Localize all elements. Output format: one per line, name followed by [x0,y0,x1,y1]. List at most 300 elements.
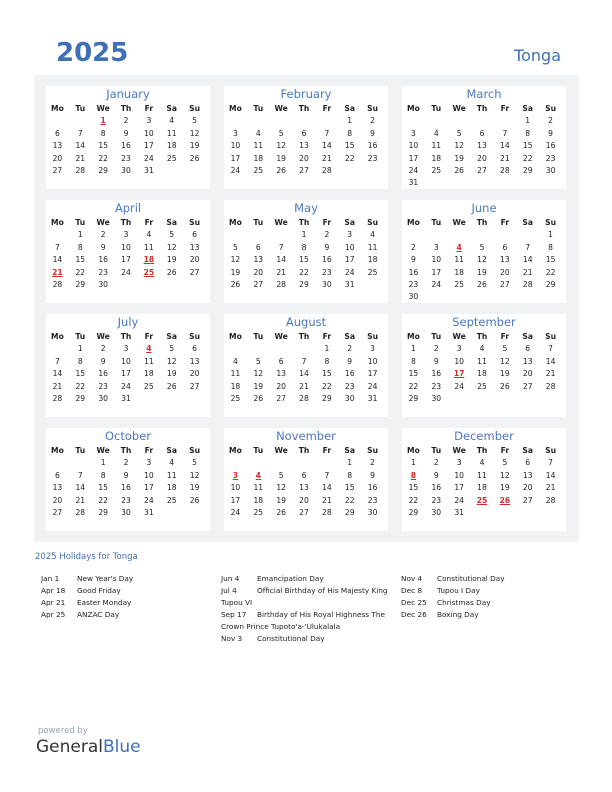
month-name: June [471,201,497,215]
day-cell: 14 [545,470,556,480]
weekday-header: We [274,446,288,455]
day-cell: 26 [166,381,177,391]
holiday-day: 21 [52,267,63,277]
day-cell: 16 [431,483,442,493]
day-cell: 11 [367,242,378,252]
empty-cell [493,115,516,127]
month-grid [402,217,562,304]
day-cell: 24 [121,267,131,277]
day-cell: 14 [545,356,556,366]
day-cell: 12 [477,255,487,265]
weekday-header: Fr [322,104,332,113]
weekday-header: Sa [166,332,178,341]
holiday-day: 18 [143,255,155,265]
day-cell: 9 [548,128,553,138]
month-january [46,86,210,189]
weekday-header: Tu [253,446,264,455]
day-cell: 26 [276,507,286,517]
empty-cell [448,229,471,241]
day-cell: 23 [545,153,556,163]
day-cell: 28 [500,165,510,175]
month-grid [46,217,206,291]
weekday-header: Sa [344,446,356,455]
holiday-name: Birthday of His Royal Highness The [257,610,385,619]
day-cell: 22 [344,153,355,163]
day-cell: 28 [75,165,86,175]
empty-cell [402,115,425,127]
day-cell: 25 [477,381,487,391]
day-cell: 15 [344,141,355,151]
day-cell: 14 [322,141,332,151]
day-cell: 21 [75,153,86,163]
day-cell: 5 [502,458,508,468]
weekday-header: Tu [431,218,442,227]
weekday-header: Th [476,332,488,341]
day-cell: 15 [75,255,86,265]
day-cell: 13 [522,356,533,366]
day-cell: 8 [548,242,553,252]
day-cell: 3 [123,344,129,354]
weekday-header: We [452,332,466,341]
day-cell: 15 [408,369,419,379]
holiday-row [221,573,401,585]
day-cell: 24 [144,495,154,505]
day-cell: 11 [144,242,154,252]
day-cell: 24 [408,165,419,175]
month-name: October [104,429,152,443]
day-cell: 4 [146,230,152,240]
day-cell: 8 [525,128,531,138]
empty-cell [247,343,270,355]
year-title: 2025 [56,38,129,68]
day-cell: 26 [189,495,200,505]
day-cell: 7 [525,242,531,252]
day-cell: 9 [100,356,106,366]
day-cell: 30 [431,507,442,517]
empty-cell [69,115,92,127]
day-cell: 16 [98,255,108,265]
generalblue-logo[interactable] [36,737,141,757]
day-cell: 18 [253,495,264,505]
day-cell: 20 [299,495,309,505]
day-cell: 10 [408,141,419,151]
weekday-header: Su [189,332,201,341]
day-cell: 5 [255,356,261,366]
day-cell: 11 [253,141,264,151]
day-cell: 17 [121,255,131,265]
day-cell: 18 [230,381,241,391]
holiday-date: Jul 4 [221,586,237,595]
day-cell: 8 [100,128,106,138]
day-cell: 12 [166,242,177,252]
weekday-header: Fr [322,332,332,341]
day-cell: 19 [276,153,286,163]
day-cell: 13 [522,470,533,480]
day-cell: 1 [77,344,83,354]
day-cell: 16 [431,369,442,379]
holiday-name: Tupou I Day [437,586,480,595]
day-cell: 5 [502,344,508,354]
day-cell: 6 [525,344,531,354]
day-cell: 28 [52,279,63,289]
holiday-name: Constitutional Day [257,634,325,643]
day-cell: 9 [324,242,330,252]
day-cell: 5 [233,242,238,252]
weekday-header: Sa [344,104,356,113]
day-cell: 12 [253,369,264,379]
day-cell: 12 [454,141,464,151]
day-cell: 16 [367,483,378,493]
weekday-header: Th [120,104,132,113]
day-cell: 6 [301,128,307,138]
day-cell: 8 [411,356,416,366]
day-cell: 22 [75,381,86,391]
weekday-header: Su [367,218,379,227]
day-cell: 1 [347,458,353,468]
holiday-row [401,573,581,585]
weekday-header: Tu [431,332,442,341]
day-cell: 24 [121,381,131,391]
day-cell: 6 [192,230,197,240]
weekday-header: Su [545,218,557,227]
weekday-header: Fr [144,104,154,113]
day-cell: 26 [166,267,177,277]
day-cell: 27 [522,381,533,391]
day-cell: 8 [77,242,83,252]
day-cell: 19 [500,369,510,379]
empty-cell [293,343,316,355]
day-cell: 24 [367,381,378,391]
day-cell: 10 [431,255,442,265]
day-cell: 22 [408,495,419,505]
day-cell: 2 [433,344,439,354]
day-cell: 13 [52,141,63,151]
day-cell: 29 [299,279,309,289]
day-cell: 10 [144,470,154,480]
day-cell: 16 [344,369,355,379]
holiday-day: 25 [476,495,488,505]
weekday-header: Fr [500,104,510,113]
month-june [402,200,566,303]
empty-cell [247,229,270,241]
day-cell: 27 [522,495,533,505]
holiday-name: Emancipation Day [257,574,324,583]
day-cell: 22 [98,153,108,163]
day-cell: 9 [370,470,375,480]
month-name: April [114,201,142,215]
holiday-day: 4 [146,344,152,354]
day-cell: 17 [344,255,355,265]
day-cell: 9 [123,470,129,480]
holiday-name: Christmas Day [437,598,491,607]
holiday-column-2 [221,573,401,645]
day-cell: 30 [431,393,442,403]
day-cell: 21 [52,381,63,391]
day-cell: 3 [433,242,439,252]
month-december [402,428,566,531]
month-july [46,314,210,417]
holiday-day: 1 [100,116,106,126]
empty-cell [247,457,270,469]
day-cell: 10 [144,128,154,138]
weekday-header: Fr [322,446,332,455]
holiday-date: Apr 25 [41,610,66,619]
day-cell: 8 [347,128,353,138]
day-cell: 17 [408,153,419,163]
day-cell: 22 [408,381,419,391]
holiday-column-1 [41,573,221,621]
day-cell: 11 [454,255,464,265]
day-cell: 23 [121,495,131,505]
holiday-name: Official Birthday of His Majesty King [257,586,388,595]
day-cell: 9 [123,128,129,138]
weekday-header: Fr [500,218,510,227]
month-name: May [294,201,318,215]
day-cell: 13 [299,141,309,151]
day-cell: 3 [146,116,152,126]
day-cell: 31 [367,393,378,403]
empty-cell [224,343,247,355]
weekday-header: Sa [522,104,534,113]
day-cell: 12 [276,483,286,493]
day-cell: 9 [347,356,353,366]
day-cell: 19 [166,255,177,265]
day-cell: 14 [52,255,63,265]
day-cell: 29 [322,393,332,403]
day-cell: 6 [255,242,261,252]
day-cell: 22 [522,153,533,163]
holiday-day: 8 [410,470,417,480]
day-cell: 20 [299,153,309,163]
day-cell: 2 [548,116,553,126]
weekday-header: Fr [144,332,154,341]
country-name: Tonga [514,46,561,65]
day-cell: 3 [411,128,416,138]
weekday-header: Su [545,332,557,341]
day-cell: 25 [166,153,177,163]
day-cell: 29 [344,507,355,517]
day-cell: 4 [169,116,175,126]
day-cell: 3 [456,344,462,354]
weekday-header: Su [189,104,201,113]
empty-cell [315,115,338,127]
day-cell: 21 [322,153,332,163]
day-cell: 25 [253,165,264,175]
day-cell: 1 [411,458,416,468]
day-cell: 21 [75,495,86,505]
day-cell: 27 [299,165,309,175]
day-cell: 24 [144,153,154,163]
day-cell: 17 [431,267,442,277]
day-cell: 3 [370,344,375,354]
day-cell: 28 [322,165,332,175]
day-cell: 4 [169,458,175,468]
day-cell: 4 [233,356,238,366]
month-march [402,86,566,189]
month-september [402,314,566,417]
day-cell: 14 [75,483,86,493]
empty-cell [425,229,448,241]
month-grid [224,103,384,177]
holiday-row [41,585,221,597]
holiday-row [221,609,401,621]
day-cell: 29 [545,279,556,289]
day-cell: 25 [253,507,264,517]
holiday-day: 4 [255,470,261,480]
day-cell: 19 [477,267,487,277]
empty-cell [46,229,69,241]
empty-cell [471,229,494,241]
day-cell: 7 [77,470,83,480]
day-cell: 17 [144,141,154,151]
day-cell: 13 [276,369,286,379]
day-cell: 27 [189,267,200,277]
weekday-header: We [452,104,466,113]
day-cell: 26 [253,393,264,403]
day-cell: 31 [144,165,154,175]
day-cell: 14 [299,369,309,379]
day-cell: 21 [545,483,556,493]
day-cell: 10 [121,356,131,366]
day-cell: 6 [278,356,284,366]
day-cell: 25 [454,279,464,289]
day-cell: 15 [344,483,355,493]
day-cell: 4 [433,128,439,138]
weekday-header: Tu [253,332,264,341]
weekday-header: Th [298,104,310,113]
weekday-header: Sa [344,332,356,341]
day-cell: 30 [98,393,108,403]
day-cell: 23 [98,267,108,277]
day-cell: 26 [230,279,241,289]
holiday-date: Apr 21 [41,598,66,607]
holiday-row [41,597,221,609]
month-name: December [454,429,514,443]
month-april [46,200,210,303]
day-cell: 20 [522,369,533,379]
day-cell: 20 [253,267,264,277]
weekday-header: Th [120,446,132,455]
day-cell: 15 [522,141,533,151]
day-cell: 20 [52,495,63,505]
weekday-header: Fr [500,332,510,341]
holiday-date: Jan 1 [41,574,60,583]
empty-cell [46,115,69,127]
day-cell: 2 [411,242,416,252]
weekday-header: Sa [166,218,178,227]
day-cell: 19 [189,141,200,151]
weekday-header: Mo [407,332,420,341]
day-cell: 13 [189,356,200,366]
holiday-date: Dec 26 [401,610,427,619]
day-cell: 30 [344,393,355,403]
day-cell: 18 [367,255,378,265]
weekday-header: Sa [522,218,534,227]
day-cell: 22 [322,381,332,391]
holiday-row [41,609,221,621]
day-cell: 28 [299,393,309,403]
weekday-header: Su [545,104,557,113]
day-cell: 14 [52,369,63,379]
day-cell: 9 [433,356,439,366]
day-cell: 28 [276,279,286,289]
holiday-date: Sep 17 [221,610,247,619]
holiday-day: 25 [143,267,155,277]
weekday-header: Mo [51,218,64,227]
day-cell: 2 [347,344,353,354]
empty-cell [402,229,425,241]
weekday-header: We [274,104,288,113]
day-cell: 5 [169,344,175,354]
day-cell: 30 [545,165,556,175]
day-cell: 18 [477,483,487,493]
day-cell: 13 [299,483,309,493]
holiday-row [41,573,221,585]
day-cell: 20 [477,153,487,163]
weekday-header: Th [120,218,132,227]
holiday-date: Nov 3 [221,634,243,643]
holiday-name-continued: Crown Prince Tupoto'a-'Ulukalala [221,622,341,631]
day-cell: 7 [55,356,60,366]
day-cell: 15 [299,255,309,265]
weekday-header: Tu [431,104,442,113]
day-cell: 19 [454,153,464,163]
holiday-day: 4 [456,242,462,252]
day-cell: 1 [324,344,330,354]
empty-cell [471,115,494,127]
weekday-header: Tu [75,446,86,455]
day-cell: 26 [454,165,464,175]
day-cell: 27 [276,393,286,403]
day-cell: 4 [479,458,485,468]
day-cell: 16 [322,255,332,265]
empty-cell [293,457,316,469]
day-cell: 22 [344,495,355,505]
weekday-header: Mo [229,332,242,341]
weekday-header: Mo [51,104,64,113]
weekday-header: Tu [253,218,264,227]
weekday-header: Mo [229,218,242,227]
day-cell: 7 [548,344,553,354]
day-cell: 6 [55,128,60,138]
day-cell: 3 [146,458,152,468]
weekday-header: Fr [500,446,510,455]
weekday-header: Su [367,104,379,113]
weekday-header: Mo [51,446,64,455]
day-cell: 29 [98,165,108,175]
day-cell: 25 [230,393,241,403]
day-cell: 17 [230,153,241,163]
holiday-name: Easter Monday [77,598,132,607]
empty-cell [516,229,539,241]
weekday-header: We [96,446,110,455]
empty-cell [315,457,338,469]
day-cell: 29 [98,507,108,517]
day-cell: 17 [367,369,378,379]
weekday-header: We [274,218,288,227]
day-cell: 2 [370,458,375,468]
day-cell: 5 [169,230,175,240]
weekday-header: Sa [166,104,178,113]
day-cell: 13 [500,255,510,265]
day-cell: 13 [52,483,63,493]
day-cell: 17 [454,483,464,493]
day-cell: 2 [370,116,375,126]
weekday-header: Fr [144,446,154,455]
day-cell: 7 [301,356,307,366]
day-cell: 29 [75,279,86,289]
day-cell: 24 [344,267,355,277]
